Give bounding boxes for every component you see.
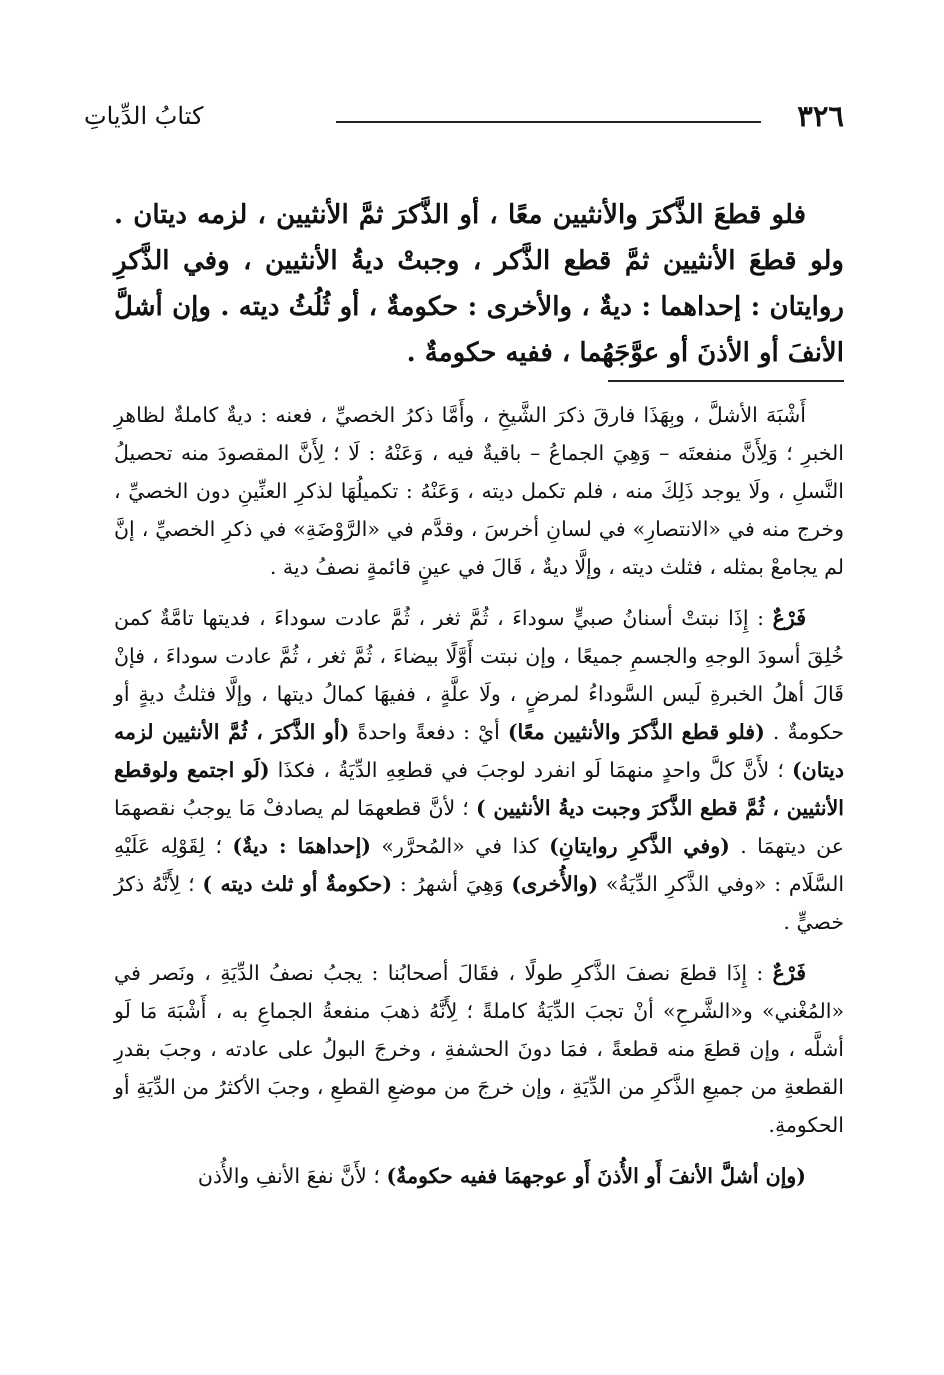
- quoted-matn: (لَو اجتمع ولوقطع الأنثيين ، ثُمَّ قطع الذَّكرَ وجبت ديةُ الأنثيين ): [114, 758, 844, 820]
- commentary-text: : إِذَا نبتتْ أسنانُ صبيٍّ سوداءَ ، ثُمَّ ثغر ، ثُمَّ عادت سوداءَ ، فديتها تامَّةٌ كمن خُلِقَ أسودَ الوجهِ والجسمِ جميعًا ، وإن نبتت أَوَّلًا بيضاءَ ، ثُمَّ ثغر ، ثُمَّ عادت سوداءَ ، فإنْ قَالَ أهلُ الخبرةِ لَيس السَّوداءُ لمرضٍ ، ولَا علَّةٍ ، ففيهَا كمالُ ديتها ، وإلَّا فثلثُ ديةٍ أو حكومةٌ .: [114, 606, 844, 744]
- commentary-text: : إِذَا قطعَ نصفَ الذَّكرِ طولًا ، فقَالَ أصحابُنا : يجبُ نصفُ الدِّيَةِ ، ونَصر في «المُغْني» و«الشَّرحِ» أنْ تجبَ الدِّيَةُ كاملةً ؛ لِأَنَّهُ ذهبَ منفعةُ الجماعِ به ، أَشْبَهَ مَا لَو أشلَّه ، وإن قطعَ منه قطعةً ، فمَا دونَ الحشفةِ ، وخرجَ البولُ على عادته ، وجبَ بقدرِ القطعةِ من جميعِ الذَّكرِ من الدِّيَةِ ، وإن خرجَ من موضعِ القطعِ ، وجبَ الأكثرُ من الدِّيَةِ أو الحكومةِ.: [114, 961, 844, 1137]
- page-number: ٣٢٦: [797, 99, 844, 133]
- book-title: كتابُ الدِّياتِ: [84, 102, 204, 130]
- matn-text-block: [114, 192, 844, 376]
- commentary-text: ؛ لِقَوْلِه عَلَيْهِ السَّلَام : «وفي الذَّكرِ الدِّيَةُ»: [114, 834, 845, 896]
- sharh-commentary: [114, 396, 844, 1208]
- header-rule: [336, 121, 761, 123]
- quoted-matn: (وفي الذَّكرِ روايتانِ): [549, 834, 730, 858]
- commentary-text: وَهِيَ أشهرُ :: [392, 872, 512, 896]
- quoted-matn: (أو الذَّكرَ ، ثُمَّ الأنثيين لزمه ديتان): [114, 720, 844, 782]
- sharh-paragraph-2: [114, 599, 844, 941]
- far-heading: فَرْعٌ: [772, 961, 806, 985]
- quoted-matn: (حكومةٌ أو ثلث ديته ): [202, 872, 393, 896]
- footnote-separator: [608, 380, 844, 382]
- page-header: [84, 96, 844, 144]
- commentary-text: ؛ لأَنَّ كلَّ واحدٍ منهمَا لَو انفرد لوجبَ في قطعِهِ الدِّيَةُ ، فكذَا: [269, 758, 792, 782]
- commentary-text: ؛ لِأَنَّهُ ذكرُ خصيٍّ .: [114, 872, 844, 934]
- matn-paragraph: فلو قطعَ الذَّكرَ والأنثيين معًا ، أو الذَّكرَ ثمَّ الأنثيين ، لزمه ديتان . ولو قطعَ الأنثيين ثمَّ قطع الذَّكر ، وجبتْ ديةُ الأنثيين ، وفي الذَّكرِ روايتان : إحداهما : ديةٌ ، والأخرى : حكومةٌ ، أو ثُلُثُ ديته . وإن أشلَّ الأنفَ أو الأذنَ أو عوَّجَهُما ، ففيه حكومةٌ .: [114, 200, 844, 368]
- quoted-matn: (فلو قطع الذَّكرَ والأنثيين معًا): [507, 720, 765, 744]
- quoted-matn: (والأُخرى): [511, 872, 599, 896]
- commentary-text: أيْ : دفعةً واحدةً: [349, 720, 508, 744]
- quoted-matn: (وإن أشلَّ الأنفَ أَو الأُذنَ أَو عوجهمَا ففيه حكومةٌ): [386, 1164, 806, 1188]
- sharh-paragraph-4: [114, 1157, 844, 1195]
- sharh-paragraph-1: أَشْبَهَ الأشلَّ ، وبِهَذَا فارقَ ذكرَ الشَّيخِ ، وأَمَّا ذكرُ الخصيِّ ، فعنه : ديةٌ كاملةٌ لظاهرِ الخبرِ ؛ وَلِأَنَّ منفعتَه – وَهِيَ الجماعُ – باقيةٌ فيه ، وَعَنْهُ : لَا ؛ لِأَنَّ المقصودَ منه تحصيلُ النَّسلِ ، ولَا يوجد ذَلِكَ منه ، فلم تكمل ديته ، وَعَنْهُ : تكميلُهَا لذكرِ العنِّينِ دون الخصيِّ ، وخرج منه في «الانتصارِ» في لسانِ أخرسَ ، وقدَّم في «الرَّوْضَةِ» في ذكرِ الخصيِّ ، إنَّ لم يجامعْ بمثله ، فثلث ديته ، وإلَّا ديةٌ ، قَالَ في عينٍ قائمةٍ نصفُ دية .: [114, 403, 844, 579]
- sharh-paragraph-3: [114, 954, 844, 1144]
- page-bottom-margin: [0, 1330, 944, 1375]
- commentary-text: ؛ لأَنَّ نفعَ الأنفِ والأُذن: [197, 1164, 387, 1188]
- commentary-text: ؛ لأنَّ قطعهمَا لم يصادفْ مَا يوجبُ نقصهمَا عن ديتهمَا .: [114, 796, 844, 858]
- far-heading: فَرْعٌ: [772, 606, 806, 630]
- quoted-matn: (إحداهمَا : ديةٌ): [232, 834, 371, 858]
- commentary-text: كذا في «المُحرَّر»: [371, 834, 550, 858]
